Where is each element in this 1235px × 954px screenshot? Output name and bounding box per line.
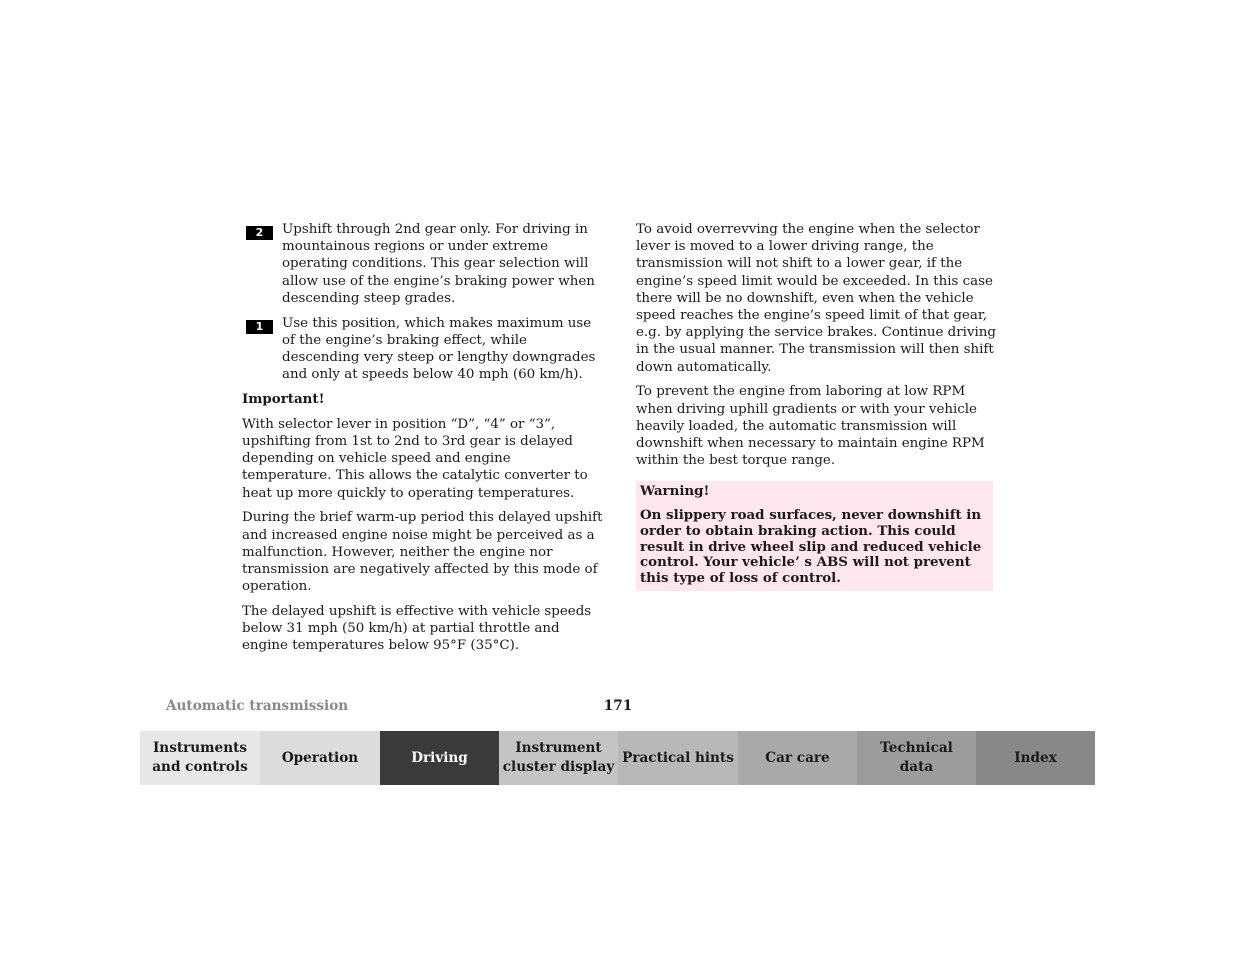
right-column	[636, 221, 998, 591]
gear-2-badge: 2	[246, 226, 273, 240]
gear-position-2-item	[242, 221, 604, 307]
nav-tab-technical-data[interactable]: Technical data	[857, 731, 976, 785]
warning-title: Warning!	[640, 483, 710, 500]
chapter-nav-bar	[140, 731, 1095, 785]
section-title: Automatic transmission	[166, 698, 349, 714]
nav-tab-index[interactable]: Index	[976, 731, 1095, 785]
nav-tab-instruments-and-controls[interactable]: Instruments and controls	[140, 731, 260, 785]
left-column	[242, 221, 604, 662]
important-heading: Important!	[242, 391, 325, 408]
nav-tab-driving[interactable]: Driving	[380, 731, 499, 785]
gear-1-badge: 1	[246, 320, 273, 334]
nav-tab-operation[interactable]: Operation	[260, 731, 380, 785]
nav-tab-car-care[interactable]: Car care	[738, 731, 857, 785]
gear-1-description: Use this position, which makes maximum use of the engine’s braking effect, while descending very steep or lengthy downgrades and only at speeds below 40 mph (60 km/h).	[282, 315, 596, 383]
overrevving-paragraph: To avoid overrevving the engine when the selector lever is moved to a lower driving range, the transmission will not shift to a lower gear, if the engine’s speed limit would be exceeded. In this case there will be no downshift, even when the vehicle speed reaches the engine’s speed limit of that gear, e.g. by applying the service brakes. Continue driving in the usual manner. The transmission will then shift down automatically.	[636, 222, 996, 375]
delayed-upshift-conditions-paragraph: The delayed upshift is effective with vehicle speeds below 31 mph (50 km/h) at partial throttle and engine temperatures below 95°F (35°C).	[242, 604, 592, 654]
gear-2-description: Upshift through 2nd gear only. For driving in mountainous regions or under extreme operating conditions. This gear selection will allow use of the engine’s braking power when descending steep grades.	[282, 222, 595, 306]
warning-box	[636, 481, 993, 591]
nav-tab-practical-hints[interactable]: Practical hints	[618, 731, 738, 785]
warning-text: On slippery road surfaces, never downshift in order to obtain braking action. This could result in drive wheel slip and reduced vehicle control. Your vehicle’ s ABS will not prevent this type of loss of control.	[640, 507, 982, 586]
upshift-delay-paragraph: With selector lever in position “D”, “4” or “3”, upshifting from 1st to 2nd to 3rd gear is delayed depending on vehicle speed and engine temperature. This allows the catalytic converter to heat up more quickly to operating temperatures.	[242, 416, 588, 501]
gear-position-1-item	[242, 315, 604, 384]
nav-tab-instrument-cluster-display[interactable]: Instrument cluster display	[499, 731, 618, 785]
low-rpm-paragraph: To prevent the engine from laboring at low RPM when driving uphill gradients or with your vehicle heavily loaded, the automatic transmission will downshift when necessary to maintain engine RPM within the best torque range.	[636, 384, 985, 469]
page-number: 171	[603, 698, 633, 714]
warm-up-paragraph: During the brief warm-up period this delayed upshift and increased engine noise might be perceived as a malfunction. However, neither the engine nor transmission are negatively affected by this mode of operation.	[242, 510, 603, 595]
